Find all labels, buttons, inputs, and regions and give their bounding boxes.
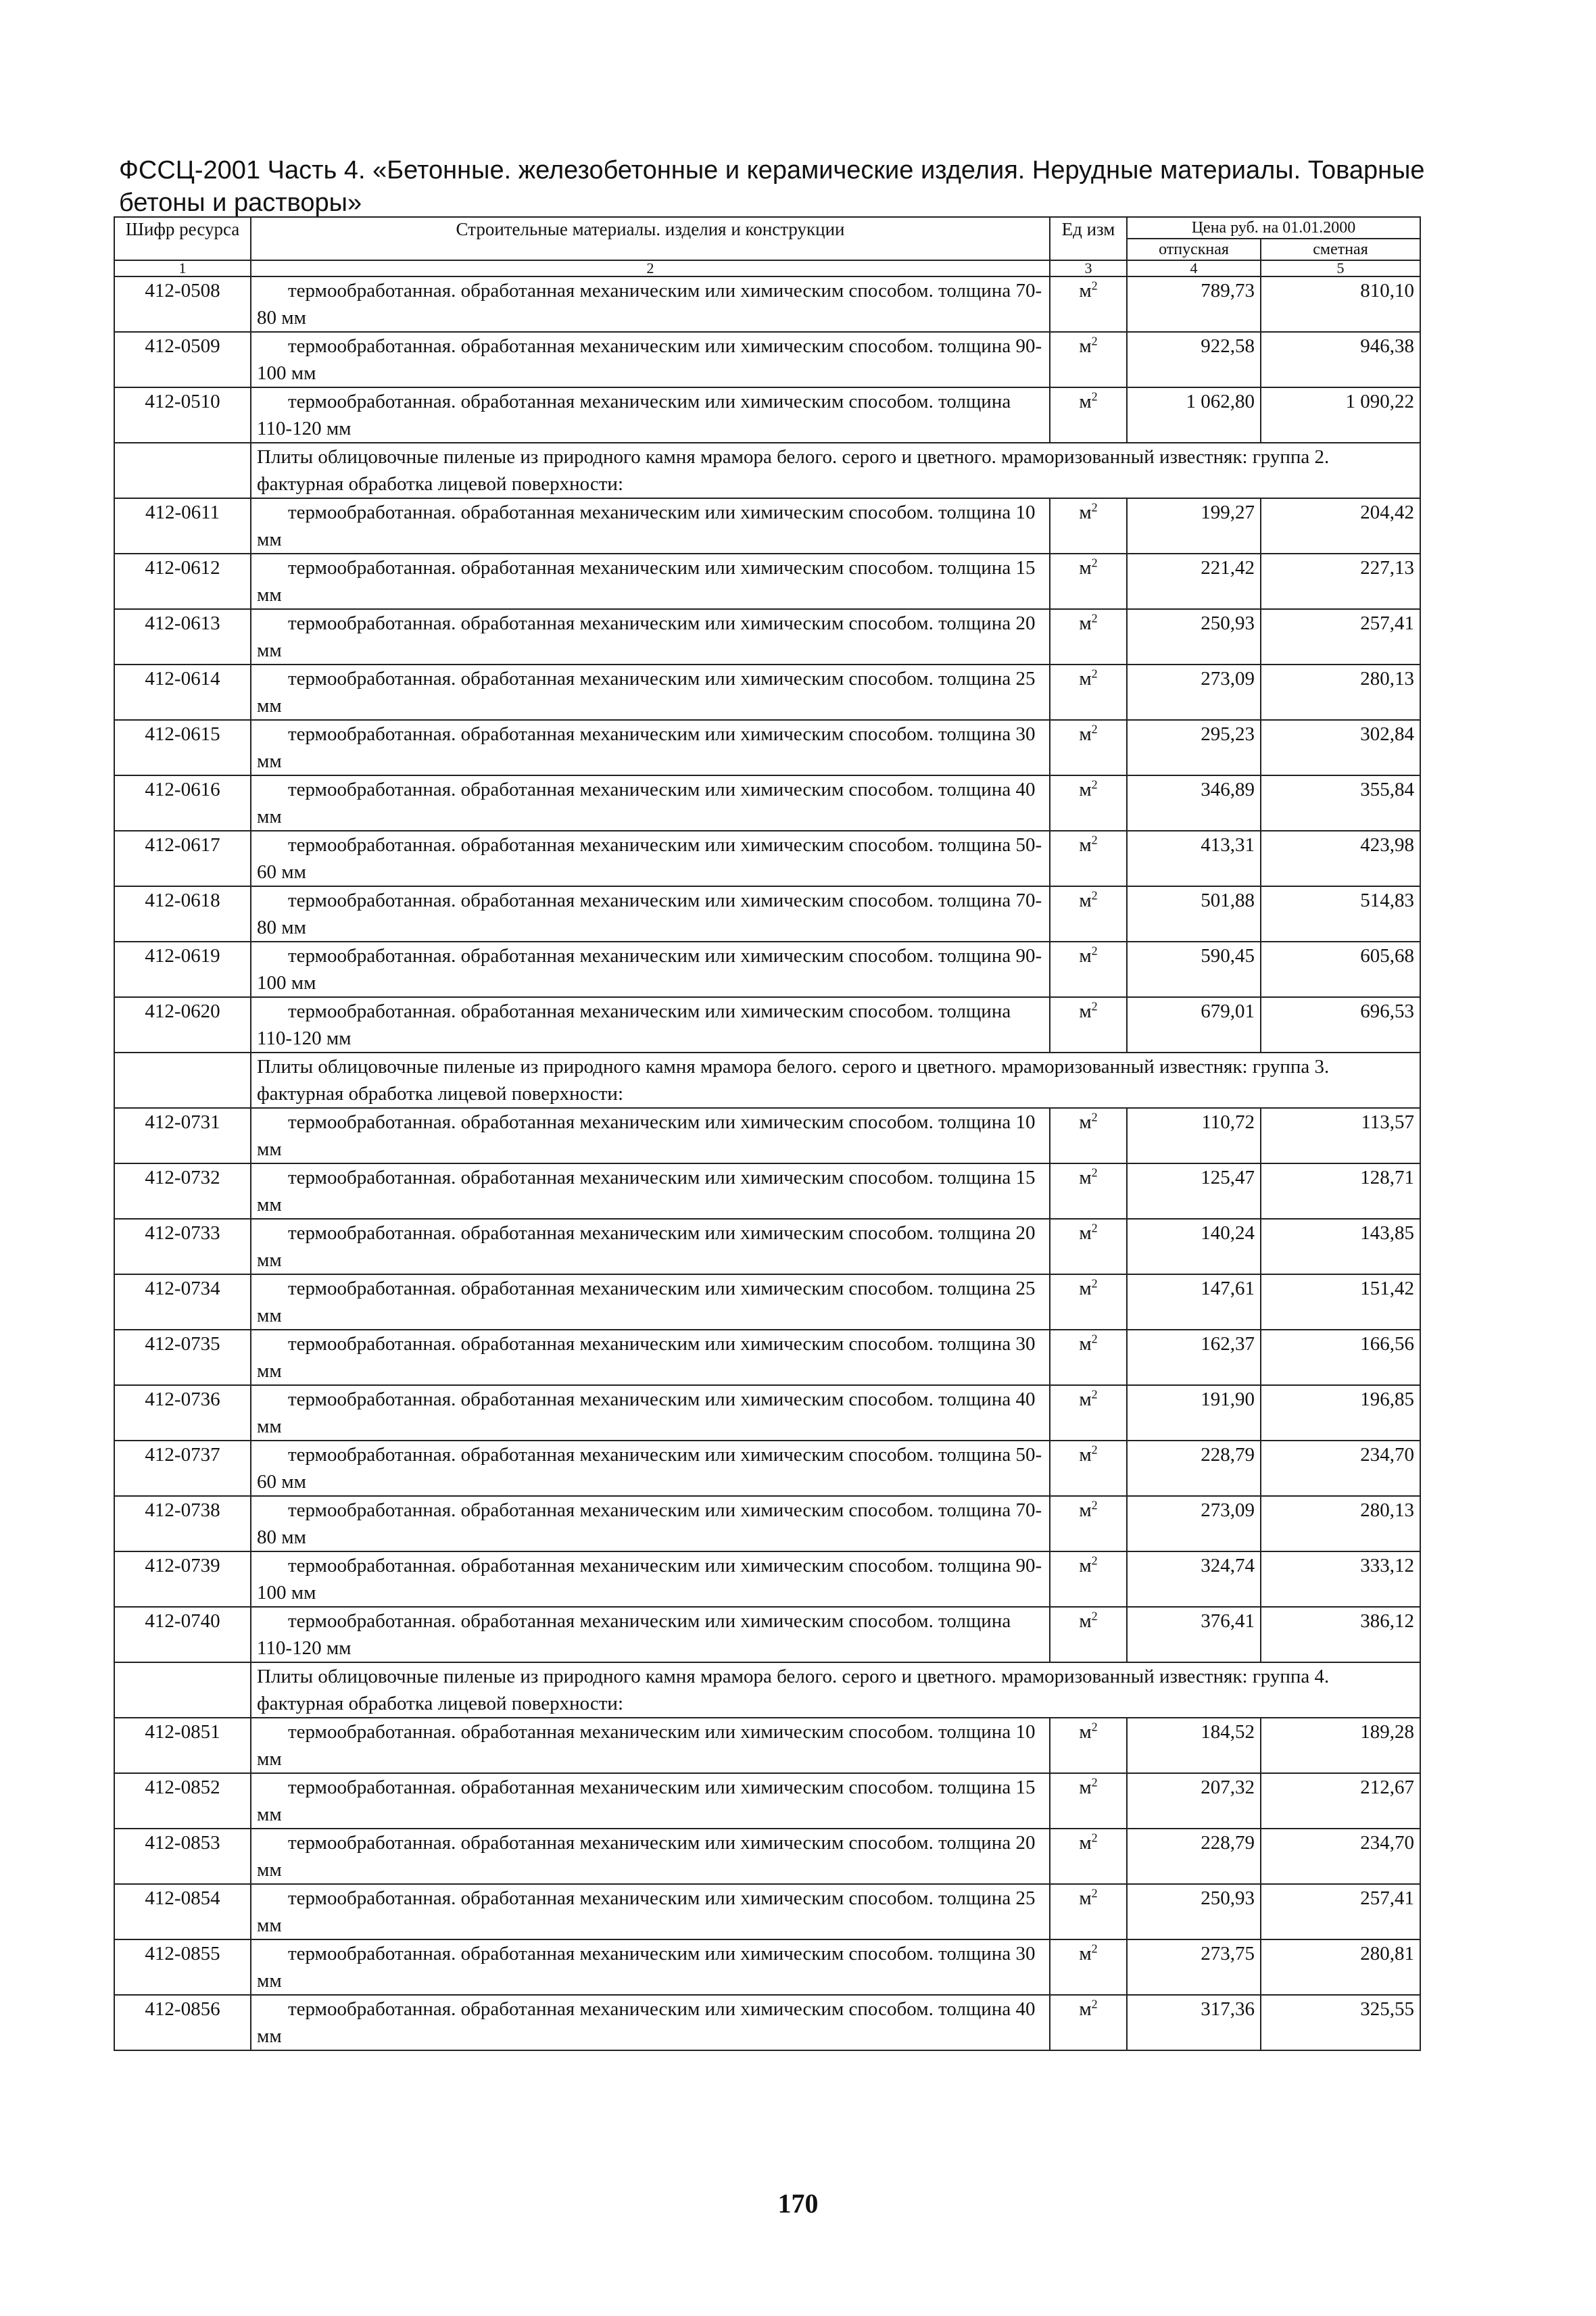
price-estimate: 302,84	[1261, 720, 1420, 775]
column-number: 4	[1127, 260, 1261, 276]
unit-label: м	[1079, 890, 1092, 911]
unit-cell	[1050, 1274, 1127, 1330]
table-row	[114, 1385, 1420, 1441]
unit-label: м	[1079, 1222, 1092, 1244]
price-release: 162,37	[1127, 1330, 1261, 1385]
price-estimate: 189,28	[1261, 1718, 1420, 1773]
price-estimate: 605,68	[1261, 942, 1420, 997]
table-row	[114, 1108, 1420, 1163]
table-row	[114, 831, 1420, 886]
price-estimate: 151,42	[1261, 1274, 1420, 1330]
price-release: 501,88	[1127, 886, 1261, 942]
unit-label: м	[1079, 1499, 1092, 1521]
material-name: термообработанная. обработанная механическим или химическим способом. толщина 90-100 мм	[251, 1551, 1050, 1607]
document-title: ФССЦ-2001 Часть 4. «Бетонные. железобетонные и керамические изделия. Нерудные материалы. Товарные бетоны и растворы»	[119, 156, 1425, 217]
unit-label: м	[1079, 1389, 1092, 1410]
price-estimate: 423,98	[1261, 831, 1420, 886]
unit-label: м	[1079, 834, 1092, 856]
material-name: термообработанная. обработанная механическим или химическим способом. толщина 70-80 мм	[251, 1496, 1050, 1551]
price-estimate: 386,12	[1261, 1607, 1420, 1662]
resource-code: 412-0620	[114, 997, 251, 1053]
material-name: термообработанная. обработанная механическим или химическим способом. толщина 110-120 мм	[251, 997, 1050, 1053]
material-name: термообработанная. обработанная механическим или химическим способом. толщина 20 мм	[251, 609, 1050, 665]
material-name: термообработанная. обработанная механическим или химическим способом. толщина 15 мм	[251, 554, 1050, 609]
unit-exponent: 2	[1091, 1609, 1098, 1623]
resource-code: 412-0615	[114, 720, 251, 775]
unit-exponent: 2	[1091, 722, 1098, 736]
unit-exponent: 2	[1091, 279, 1098, 293]
price-estimate: 514,83	[1261, 886, 1420, 942]
unit-exponent: 2	[1091, 777, 1098, 792]
unit-cell	[1050, 1718, 1127, 1773]
material-name: термообработанная. обработанная механическим или химическим способом. толщина 20 мм	[251, 1829, 1050, 1884]
table-row	[114, 720, 1420, 775]
price-release: 346,89	[1127, 775, 1261, 831]
table-row	[114, 1551, 1420, 1607]
price-release: 184,52	[1127, 1718, 1261, 1773]
unit-cell	[1050, 1551, 1127, 1607]
table-body	[114, 276, 1420, 2050]
material-name: термообработанная. обработанная механическим или химическим способом. толщина 70-80 мм	[251, 276, 1050, 332]
unit-exponent: 2	[1091, 944, 1098, 958]
resource-code: 412-0510	[114, 387, 251, 443]
header-price: Цена руб. на 01.01.2000	[1127, 217, 1420, 239]
unit-label: м	[1079, 1278, 1092, 1299]
material-name: термообработанная. обработанная механическим или химическим способом. толщина 110-120 мм	[251, 387, 1050, 443]
material-name: термообработанная. обработанная механическим или химическим способом. толщина 10 мм	[251, 498, 1050, 554]
unit-exponent: 2	[1091, 1332, 1098, 1346]
material-name: термообработанная. обработанная механическим или химическим способом. толщина 20 мм	[251, 1219, 1050, 1274]
price-release: 679,01	[1127, 997, 1261, 1053]
price-release: 207,32	[1127, 1773, 1261, 1829]
unit-cell	[1050, 1773, 1127, 1829]
price-release: 228,79	[1127, 1829, 1261, 1884]
price-release: 413,31	[1127, 831, 1261, 886]
unit-exponent: 2	[1091, 1110, 1098, 1124]
page-number: 170	[777, 2188, 819, 2219]
price-release: 273,09	[1127, 1496, 1261, 1551]
price-estimate: 280,13	[1261, 1496, 1420, 1551]
unit-exponent: 2	[1091, 667, 1098, 681]
unit-cell	[1050, 1219, 1127, 1274]
unit-exponent: 2	[1091, 1997, 1098, 2011]
resource-code: 412-0739	[114, 1551, 251, 1607]
table-row	[114, 1219, 1420, 1274]
material-name: термообработанная. обработанная механическим или химическим способом. толщина 30 мм	[251, 720, 1050, 775]
table-row	[114, 609, 1420, 665]
price-release: 228,79	[1127, 1441, 1261, 1496]
header-code: Шифр ресурса	[114, 217, 251, 260]
table-row	[114, 1607, 1420, 1662]
unit-exponent: 2	[1091, 1443, 1098, 1457]
unit-exponent: 2	[1091, 1941, 1098, 1956]
price-estimate: 257,41	[1261, 1884, 1420, 1939]
unit-label: м	[1079, 557, 1092, 579]
price-release: 147,61	[1127, 1274, 1261, 1330]
resource-code: 412-0855	[114, 1939, 251, 1995]
unit-cell	[1050, 1330, 1127, 1385]
price-estimate: 280,13	[1261, 665, 1420, 720]
unit-label: м	[1079, 1777, 1092, 1798]
unit-exponent: 2	[1091, 888, 1098, 902]
price-estimate: 204,42	[1261, 498, 1420, 554]
unit-label: м	[1079, 1832, 1092, 1854]
resource-code: 412-0732	[114, 1163, 251, 1219]
price-estimate: 143,85	[1261, 1219, 1420, 1274]
price-release: 376,41	[1127, 1607, 1261, 1662]
table-row	[114, 1441, 1420, 1496]
unit-label: м	[1079, 779, 1092, 800]
unit-exponent: 2	[1091, 556, 1098, 570]
unit-exponent: 2	[1091, 1775, 1098, 1789]
resource-code: 412-0852	[114, 1773, 251, 1829]
table-row	[114, 554, 1420, 609]
resource-code: 412-0614	[114, 665, 251, 720]
header-name: Строительные материалы. изделия и конструкции	[251, 217, 1050, 260]
resource-code: 412-0613	[114, 609, 251, 665]
table-row	[114, 1496, 1420, 1551]
unit-cell	[1050, 1385, 1127, 1441]
unit-label: м	[1079, 502, 1092, 523]
unit-label: м	[1079, 280, 1092, 301]
resource-code: 412-0851	[114, 1718, 251, 1773]
group-code-cell	[114, 443, 251, 498]
unit-label: м	[1079, 723, 1092, 745]
price-release: 922,58	[1127, 332, 1261, 387]
unit-label: м	[1079, 1000, 1092, 1022]
table-row	[114, 1330, 1420, 1385]
material-name: термообработанная. обработанная механическим или химическим способом. толщина 25 мм	[251, 665, 1050, 720]
material-name: термообработанная. обработанная механическим или химическим способом. толщина 15 мм	[251, 1163, 1050, 1219]
header-unit: Ед изм	[1050, 217, 1127, 260]
table-row	[114, 498, 1420, 554]
resource-code: 412-0854	[114, 1884, 251, 1939]
unit-exponent: 2	[1091, 1276, 1098, 1290]
price-estimate: 234,70	[1261, 1829, 1420, 1884]
resource-code: 412-0612	[114, 554, 251, 609]
unit-cell	[1050, 387, 1127, 443]
material-name: термообработанная. обработанная механическим или химическим способом. толщина 15 мм	[251, 1773, 1050, 1829]
price-estimate: 325,55	[1261, 1995, 1420, 2050]
price-estimate: 166,56	[1261, 1330, 1420, 1385]
unit-label: м	[1079, 1610, 1092, 1632]
unit-label: м	[1079, 612, 1092, 634]
column-number: 1	[114, 260, 251, 276]
price-estimate: 234,70	[1261, 1441, 1420, 1496]
price-release: 590,45	[1127, 942, 1261, 997]
price-release: 1 062,80	[1127, 387, 1261, 443]
unit-exponent: 2	[1091, 1165, 1098, 1180]
unit-cell	[1050, 609, 1127, 665]
resource-code: 412-0735	[114, 1330, 251, 1385]
resource-code: 412-0853	[114, 1829, 251, 1884]
price-release: 324,74	[1127, 1551, 1261, 1607]
unit-exponent: 2	[1091, 999, 1098, 1013]
unit-exponent: 2	[1091, 611, 1098, 625]
unit-cell	[1050, 775, 1127, 831]
unit-cell	[1050, 554, 1127, 609]
price-release: 789,73	[1127, 276, 1261, 332]
column-numbers-row	[114, 260, 1420, 276]
price-release: 221,42	[1127, 554, 1261, 609]
unit-cell	[1050, 1939, 1127, 1995]
unit-exponent: 2	[1091, 1831, 1098, 1845]
unit-cell	[1050, 1441, 1127, 1496]
unit-label: м	[1079, 1887, 1092, 1909]
price-estimate: 696,53	[1261, 997, 1420, 1053]
price-release: 110,72	[1127, 1108, 1261, 1163]
price-estimate: 280,81	[1261, 1939, 1420, 1995]
table-row	[114, 387, 1420, 443]
price-release: 295,23	[1127, 720, 1261, 775]
unit-cell	[1050, 886, 1127, 942]
unit-label: м	[1079, 1167, 1092, 1188]
material-name: термообработанная. обработанная механическим или химическим способом. толщина 50-60 мм	[251, 1441, 1050, 1496]
price-estimate: 212,67	[1261, 1773, 1420, 1829]
material-name: термообработанная. обработанная механическим или химическим способом. толщина 25 мм	[251, 1884, 1050, 1939]
unit-label: м	[1079, 1111, 1092, 1133]
unit-cell	[1050, 1829, 1127, 1884]
unit-cell	[1050, 1995, 1127, 2050]
table-row	[114, 1718, 1420, 1773]
price-estimate: 333,12	[1261, 1551, 1420, 1607]
unit-exponent: 2	[1091, 1498, 1098, 1512]
resource-code: 412-0738	[114, 1496, 251, 1551]
material-name: термообработанная. обработанная механическим или химическим способом. толщина 110-120 мм	[251, 1607, 1050, 1662]
group-title: Плиты облицовочные пиленые из природного камня мрамора белого. серого и цветного. мраморизованный известняк: группа 3. фактурная обработка лицевой поверхности:	[251, 1053, 1420, 1108]
unit-cell	[1050, 997, 1127, 1053]
price-table	[114, 216, 1421, 2051]
price-estimate: 227,13	[1261, 554, 1420, 609]
material-name: термообработанная. обработанная механическим или химическим способом. толщина 30 мм	[251, 1330, 1050, 1385]
price-estimate: 128,71	[1261, 1163, 1420, 1219]
material-name: термообработанная. обработанная механическим или химическим способом. толщина 30 мм	[251, 1939, 1050, 1995]
table-row	[114, 1163, 1420, 1219]
unit-cell	[1050, 1108, 1127, 1163]
group-code-cell	[114, 1053, 251, 1108]
price-release: 273,09	[1127, 665, 1261, 720]
unit-cell	[1050, 831, 1127, 886]
price-estimate: 257,41	[1261, 609, 1420, 665]
table-row	[114, 1939, 1420, 1995]
unit-label: м	[1079, 335, 1092, 357]
unit-cell	[1050, 498, 1127, 554]
material-name: термообработанная. обработанная механическим или химическим способом. толщина 10 мм	[251, 1718, 1050, 1773]
price-release: 273,75	[1127, 1939, 1261, 1995]
table-header	[114, 217, 1420, 276]
material-name: термообработанная. обработанная механическим или химическим способом. толщина 70-80 мм	[251, 886, 1050, 942]
price-release: 199,27	[1127, 498, 1261, 554]
unit-exponent: 2	[1091, 334, 1098, 348]
unit-exponent: 2	[1091, 833, 1098, 847]
unit-cell	[1050, 1884, 1127, 1939]
unit-label: м	[1079, 1721, 1092, 1743]
unit-cell	[1050, 720, 1127, 775]
material-name: термообработанная. обработанная механическим или химическим способом. толщина 40 мм	[251, 1995, 1050, 2050]
unit-exponent: 2	[1091, 389, 1098, 404]
material-name: термообработанная. обработанная механическим или химическим способом. толщина 50-60 мм	[251, 831, 1050, 886]
price-release: 250,93	[1127, 609, 1261, 665]
header-price-release: отпускная	[1127, 239, 1261, 260]
table-row	[114, 1995, 1420, 2050]
price-estimate: 1 090,22	[1261, 387, 1420, 443]
group-row	[114, 1053, 1420, 1108]
unit-cell	[1050, 1607, 1127, 1662]
unit-cell	[1050, 332, 1127, 387]
resource-code: 412-0618	[114, 886, 251, 942]
resource-code: 412-0616	[114, 775, 251, 831]
price-release: 250,93	[1127, 1884, 1261, 1939]
table-row	[114, 665, 1420, 720]
resource-code: 412-0856	[114, 1995, 251, 2050]
table-row	[114, 1829, 1420, 1884]
unit-cell	[1050, 1496, 1127, 1551]
price-release: 191,90	[1127, 1385, 1261, 1441]
price-estimate: 946,38	[1261, 332, 1420, 387]
resource-code: 412-0617	[114, 831, 251, 886]
unit-label: м	[1079, 668, 1092, 690]
material-name: термообработанная. обработанная механическим или химическим способом. толщина 90-100 мм	[251, 332, 1050, 387]
material-name: термообработанная. обработанная механическим или химическим способом. толщина 40 мм	[251, 775, 1050, 831]
material-name: термообработанная. обработанная механическим или химическим способом. толщина 25 мм	[251, 1274, 1050, 1330]
resource-code: 412-0734	[114, 1274, 251, 1330]
group-title: Плиты облицовочные пиленые из природного камня мрамора белого. серого и цветного. мраморизованный известняк: группа 2. фактурная обработка лицевой поверхности:	[251, 443, 1420, 498]
group-row	[114, 443, 1420, 498]
price-estimate: 113,57	[1261, 1108, 1420, 1163]
table-row	[114, 1274, 1420, 1330]
price-release: 125,47	[1127, 1163, 1261, 1219]
resource-code: 412-0733	[114, 1219, 251, 1274]
unit-label: м	[1079, 1555, 1092, 1576]
column-number: 3	[1050, 260, 1127, 276]
column-number: 2	[251, 260, 1050, 276]
table-row	[114, 332, 1420, 387]
table-row	[114, 1884, 1420, 1939]
unit-label: м	[1079, 1444, 1092, 1466]
header-price-estimate: сметная	[1261, 239, 1420, 260]
price-estimate: 810,10	[1261, 276, 1420, 332]
table-row	[114, 775, 1420, 831]
resource-code: 412-0740	[114, 1607, 251, 1662]
resource-code: 412-0509	[114, 332, 251, 387]
material-name: термообработанная. обработанная механическим или химическим способом. толщина 90-100 мм	[251, 942, 1050, 997]
unit-label: м	[1079, 1333, 1092, 1355]
resource-code: 412-0731	[114, 1108, 251, 1163]
table-row	[114, 997, 1420, 1053]
group-row	[114, 1662, 1420, 1718]
unit-exponent: 2	[1091, 1553, 1098, 1568]
group-code-cell	[114, 1662, 251, 1718]
unit-exponent: 2	[1091, 1387, 1098, 1401]
unit-label: м	[1079, 945, 1092, 967]
group-title: Плиты облицовочные пиленые из природного камня мрамора белого. серого и цветного. мраморизованный известняк: группа 4. фактурная обработка лицевой поверхности:	[251, 1662, 1420, 1718]
table-row	[114, 1773, 1420, 1829]
resource-code: 412-0611	[114, 498, 251, 554]
table-row	[114, 886, 1420, 942]
unit-cell	[1050, 942, 1127, 997]
unit-exponent: 2	[1091, 1221, 1098, 1235]
column-number: 5	[1261, 260, 1420, 276]
table-row	[114, 942, 1420, 997]
resource-code: 412-0736	[114, 1385, 251, 1441]
unit-exponent: 2	[1091, 1886, 1098, 1900]
unit-cell	[1050, 276, 1127, 332]
price-estimate: 196,85	[1261, 1385, 1420, 1441]
price-release: 140,24	[1127, 1219, 1261, 1274]
resource-code: 412-0737	[114, 1441, 251, 1496]
table-row	[114, 276, 1420, 332]
unit-exponent: 2	[1091, 500, 1098, 514]
unit-exponent: 2	[1091, 1720, 1098, 1734]
price-release: 317,36	[1127, 1995, 1261, 2050]
unit-label: м	[1079, 1998, 1092, 2020]
unit-cell	[1050, 665, 1127, 720]
unit-label: м	[1079, 1943, 1092, 1964]
resource-code: 412-0619	[114, 942, 251, 997]
material-name: термообработанная. обработанная механическим или химическим способом. толщина 40 мм	[251, 1385, 1050, 1441]
unit-cell	[1050, 1163, 1127, 1219]
unit-label: м	[1079, 391, 1092, 412]
resource-code: 412-0508	[114, 276, 251, 332]
material-name: термообработанная. обработанная механическим или химическим способом. толщина 10 мм	[251, 1108, 1050, 1163]
price-estimate: 355,84	[1261, 775, 1420, 831]
